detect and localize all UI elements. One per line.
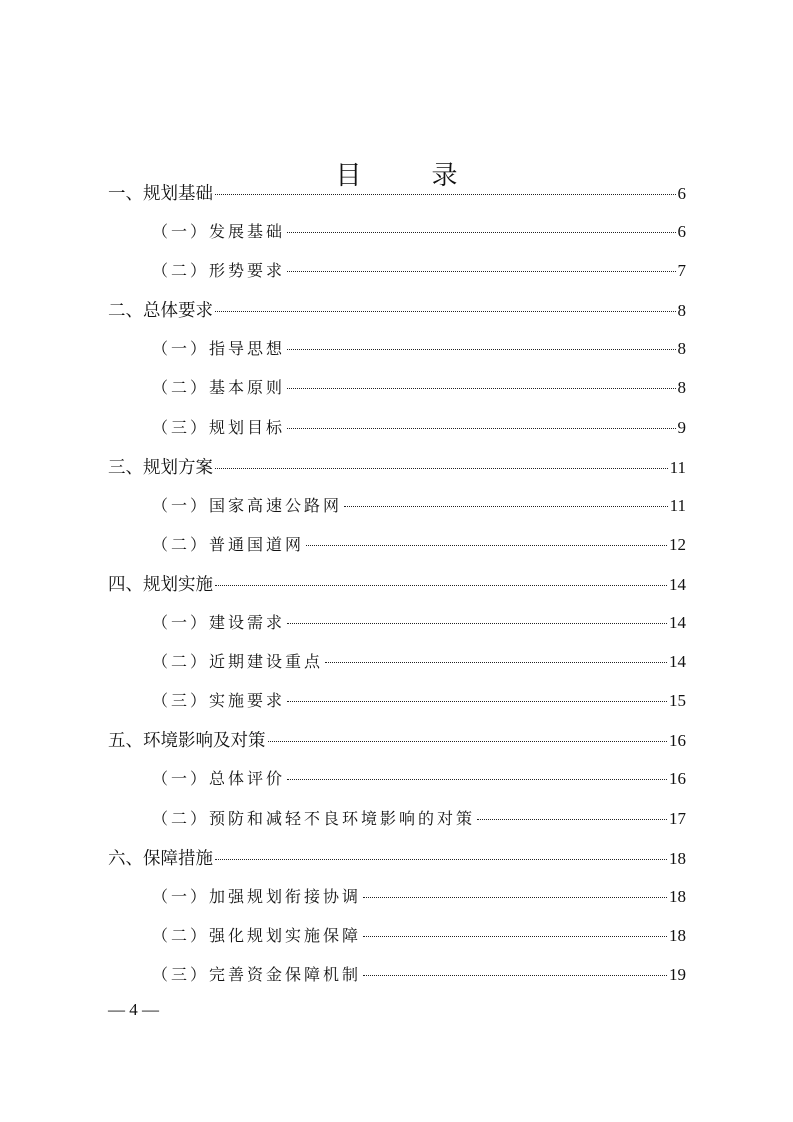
dot-leader <box>287 271 675 272</box>
toc-section-entry[interactable] <box>108 845 686 884</box>
toc-entry-label: （二）基本原则 <box>152 378 286 398</box>
dot-leader <box>287 623 667 624</box>
dot-leader <box>287 779 667 780</box>
dot-leader <box>344 506 668 507</box>
toc-entry-page-number: 19 <box>669 964 686 984</box>
toc-entry-page-number: 7 <box>677 261 686 281</box>
toc-subsection-entry[interactable] <box>108 884 686 923</box>
toc-entry-page-number: 14 <box>669 613 686 633</box>
toc-entry-label: （二）普通国道网 <box>152 534 305 554</box>
dot-leader <box>287 428 675 429</box>
toc-entry-page-number: 6 <box>677 184 686 203</box>
dot-leader <box>363 975 667 976</box>
dot-leader <box>287 388 675 389</box>
toc-section-entry[interactable] <box>108 727 686 766</box>
toc-subsection-entry[interactable] <box>108 375 686 414</box>
toc-entry-page-number: 16 <box>669 769 686 789</box>
toc-entry-label: 三、规划方案 <box>108 457 213 478</box>
dot-leader <box>215 468 668 469</box>
toc-entry-page-number: 6 <box>677 222 686 242</box>
toc-entry-page-number: 12 <box>669 534 686 554</box>
table-of-contents <box>108 180 686 1001</box>
toc-entry-label: 五、环境影响及对策 <box>108 731 266 752</box>
toc-entry-page-number: 17 <box>669 808 686 828</box>
toc-subsection-entry[interactable] <box>108 532 686 571</box>
toc-entry-page-number: 14 <box>669 574 686 594</box>
dot-leader <box>268 741 668 742</box>
dot-leader <box>215 194 676 195</box>
toc-entry-page-number: 16 <box>669 731 686 751</box>
dot-leader <box>363 897 667 898</box>
toc-entry-page-number: 9 <box>677 417 686 437</box>
toc-entry-page-number: 11 <box>669 495 686 515</box>
dot-leader <box>325 662 667 663</box>
toc-entry-page-number: 8 <box>677 378 686 398</box>
toc-entry-page-number: 14 <box>669 652 686 672</box>
toc-section-entry[interactable] <box>108 454 686 493</box>
toc-entry-page-number: 8 <box>677 301 686 321</box>
page-title: 目 录 <box>335 161 480 192</box>
toc-subsection-entry[interactable] <box>108 962 686 1001</box>
dot-leader <box>215 859 667 860</box>
toc-subsection-entry[interactable] <box>108 493 686 532</box>
dot-leader <box>287 701 667 702</box>
toc-entry-label: 二、总体要求 <box>108 301 213 322</box>
dot-leader <box>306 545 667 546</box>
toc-entry-label: （三）规划目标 <box>152 417 286 437</box>
toc-entry-label: （一）总体评价 <box>152 769 286 789</box>
dot-leader <box>287 232 675 233</box>
toc-subsection-entry[interactable] <box>108 649 686 688</box>
toc-subsection-entry[interactable] <box>108 688 686 727</box>
toc-entry-label: （二）强化规划实施保障 <box>152 925 362 945</box>
toc-subsection-entry[interactable] <box>108 766 686 805</box>
dot-leader <box>287 349 675 350</box>
toc-subsection-entry[interactable] <box>108 415 686 454</box>
toc-entry-label: （二）近期建设重点 <box>152 652 324 672</box>
toc-entry-label: （二）预防和减轻不良环境影响的对策 <box>152 808 476 828</box>
toc-entry-page-number: 18 <box>669 848 686 868</box>
dot-leader <box>477 819 667 820</box>
toc-section-entry[interactable] <box>108 297 686 336</box>
toc-entry-page-number: 11 <box>669 457 686 477</box>
toc-section-entry[interactable] <box>108 180 686 219</box>
toc-subsection-entry[interactable] <box>108 923 686 962</box>
toc-entry-label: （一）加强规划衔接协调 <box>152 886 362 906</box>
toc-entry-label: （三）实施要求 <box>152 691 286 711</box>
toc-entry-label: （一）建设需求 <box>152 613 286 633</box>
toc-entry-label: （一）国家高速公路网 <box>152 495 343 515</box>
dot-leader <box>363 936 667 937</box>
toc-subsection-entry[interactable] <box>108 336 686 375</box>
toc-entry-page-number: 18 <box>669 886 686 906</box>
toc-subsection-entry[interactable] <box>108 610 686 649</box>
toc-entry-page-number: 15 <box>669 691 686 711</box>
toc-entry-page-number: 18 <box>669 925 686 945</box>
toc-subsection-entry[interactable] <box>108 806 686 845</box>
toc-entry-label: 四、规划实施 <box>108 574 213 595</box>
toc-entry-label: （一）发展基础 <box>152 222 286 242</box>
dot-leader <box>215 311 676 312</box>
toc-entry-label: （三）完善资金保障机制 <box>152 964 362 984</box>
toc-entry-label: （二）形势要求 <box>152 261 286 281</box>
toc-subsection-entry[interactable] <box>108 219 686 258</box>
toc-section-entry[interactable] <box>108 571 686 610</box>
toc-subsection-entry[interactable] <box>108 258 686 297</box>
page-number-footer: — 4 — <box>108 1000 159 1019</box>
toc-entry-label: （一）指导思想 <box>152 339 286 359</box>
dot-leader <box>215 585 667 586</box>
toc-entry-label: 一、规划基础 <box>108 184 213 204</box>
toc-entry-label: 六、保障措施 <box>108 848 213 869</box>
toc-entry-page-number: 8 <box>677 339 686 359</box>
